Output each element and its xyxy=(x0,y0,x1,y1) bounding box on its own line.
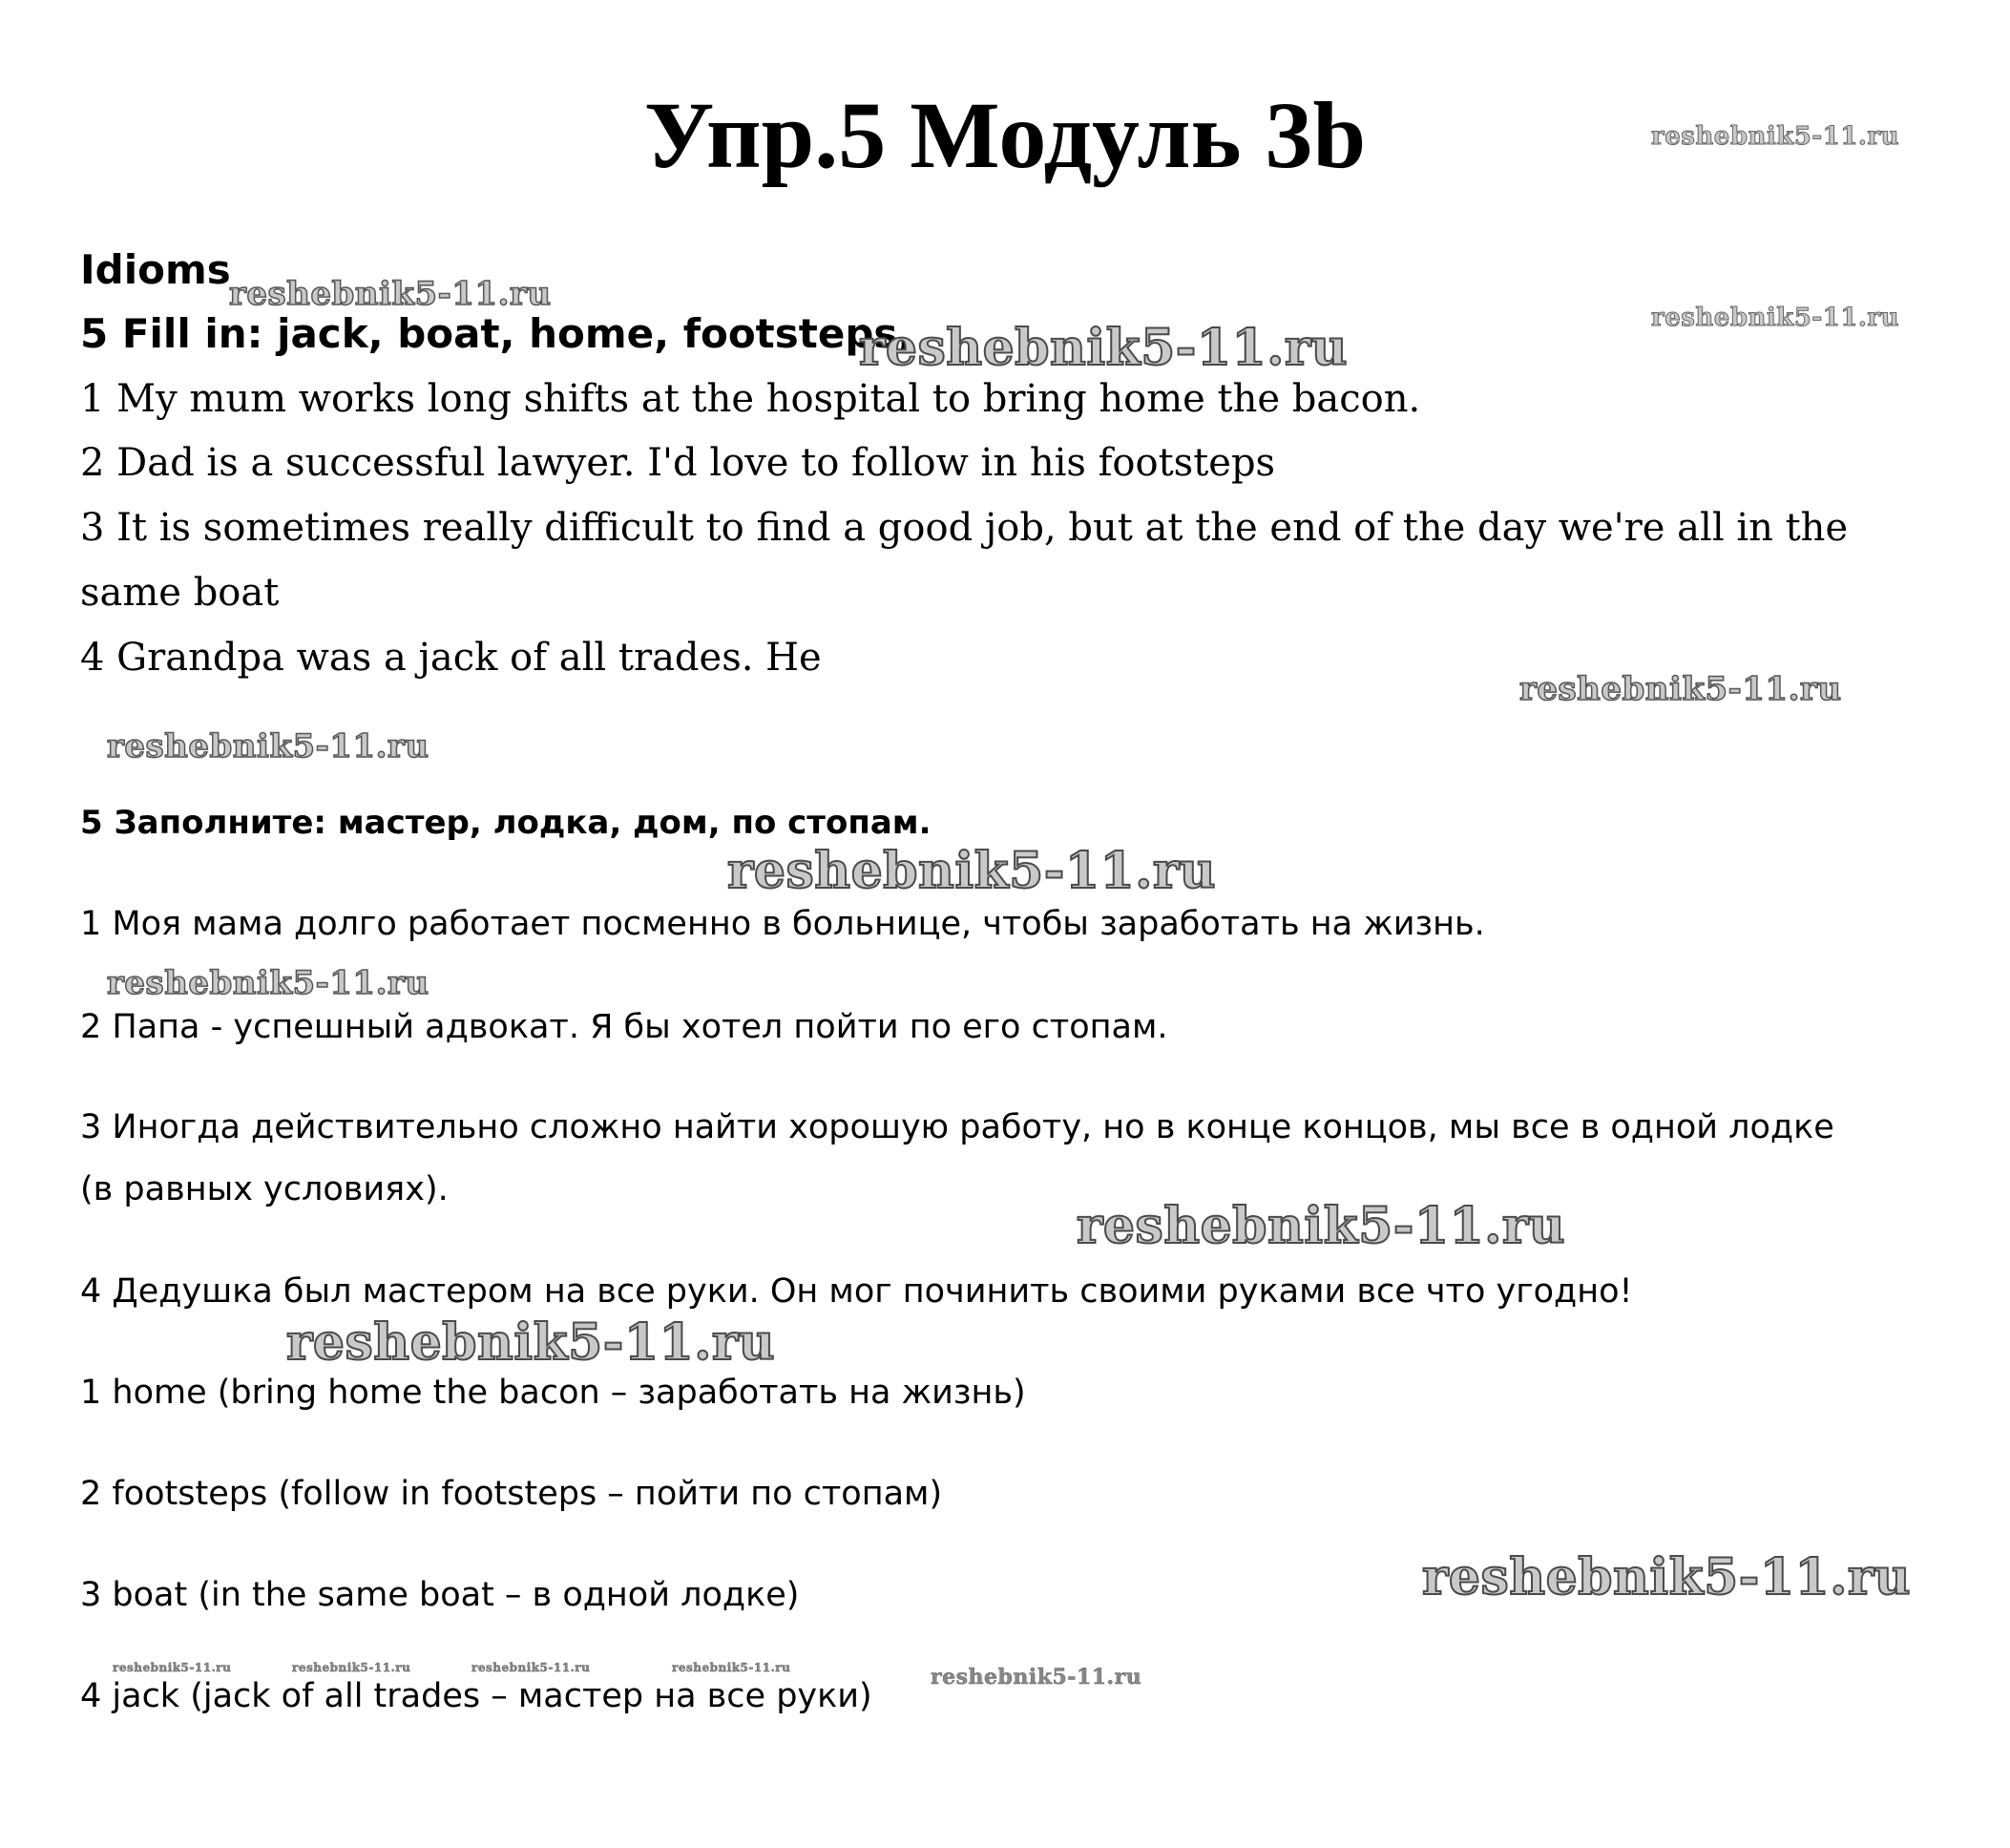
answer-2: 2 footsteps (follow in footsteps – пойти по стопам) xyxy=(80,1475,943,1513)
watermark: reshebnik5-11.ru xyxy=(1651,304,1900,332)
english-item-3: 3 It is sometimes really difficult to find a good job, but at the end of the day we're all in the xyxy=(80,506,1849,550)
watermark: reshebnik5-11.ru xyxy=(229,275,552,313)
english-item-4: 4 Grandpa was a jack of all trades. He xyxy=(80,636,822,680)
watermark: reshebnik5-11.ru xyxy=(931,1665,1142,1690)
watermark: reshebnik5-11.ru xyxy=(286,1313,776,1372)
watermark: reshebnik5-11.ru xyxy=(1651,122,1900,151)
answer-1: 1 home (bring home the bacon – заработать на жизнь) xyxy=(80,1374,1026,1412)
watermark: reshebnik5-11.ru xyxy=(113,1661,232,1674)
watermark: reshebnik5-11.ru xyxy=(107,964,429,1002)
watermark: reshebnik5-11.ru xyxy=(1519,670,1842,708)
watermark: reshebnik5-11.ru xyxy=(471,1661,591,1674)
answer-4: 4 jack (jack of all trades – мастер на все руки) xyxy=(80,1677,872,1715)
russian-item-3: 3 Иногда действительно сложно найти хорошую работу, но в конце концов, мы все в одной лодке xyxy=(80,1108,1834,1146)
watermark: reshebnik5-11.ru xyxy=(292,1661,411,1674)
english-task: 5 Fill in: jack, boat, home, footsteps, xyxy=(80,310,913,357)
section-heading-idioms: Idioms xyxy=(80,246,231,293)
watermark: reshebnik5-11.ru xyxy=(1077,1197,1566,1255)
english-item-3-continued: same boat xyxy=(80,571,280,615)
russian-item-4: 4 Дедушка был мастером на все руки. Он мог починить своими руками все что угодно! xyxy=(80,1272,1633,1311)
watermark: reshebnik5-11.ru xyxy=(727,842,1217,900)
watermark: reshebnik5-11.ru xyxy=(1422,1548,1912,1606)
watermark: reshebnik5-11.ru xyxy=(107,727,429,766)
answer-3: 3 boat (in the same boat – в одной лодке) xyxy=(80,1576,800,1614)
english-item-1: 1 My mum works long shifts at the hospital to bring home the bacon. xyxy=(80,377,1421,421)
watermark: reshebnik5-11.ru xyxy=(672,1661,791,1674)
russian-item-3-continued: (в равных условиях). xyxy=(80,1170,449,1208)
english-item-2: 2 Dad is a successful lawyer. I'd love to follow in his footsteps xyxy=(80,441,1276,485)
russian-item-1: 1 Моя мама долго работает посменно в больнице, чтобы заработать на жизнь. xyxy=(80,905,1485,943)
russian-item-2: 2 Папа - успешный адвокат. Я бы хотел пойти по его стопам. xyxy=(80,1008,1168,1046)
page-title: Упр.5 Модуль 3b xyxy=(643,82,1367,188)
watermark: reshebnik5-11.ru xyxy=(859,319,1349,377)
russian-task: 5 Заполните: мастер, лодка, дом, по стопам. xyxy=(80,804,932,842)
